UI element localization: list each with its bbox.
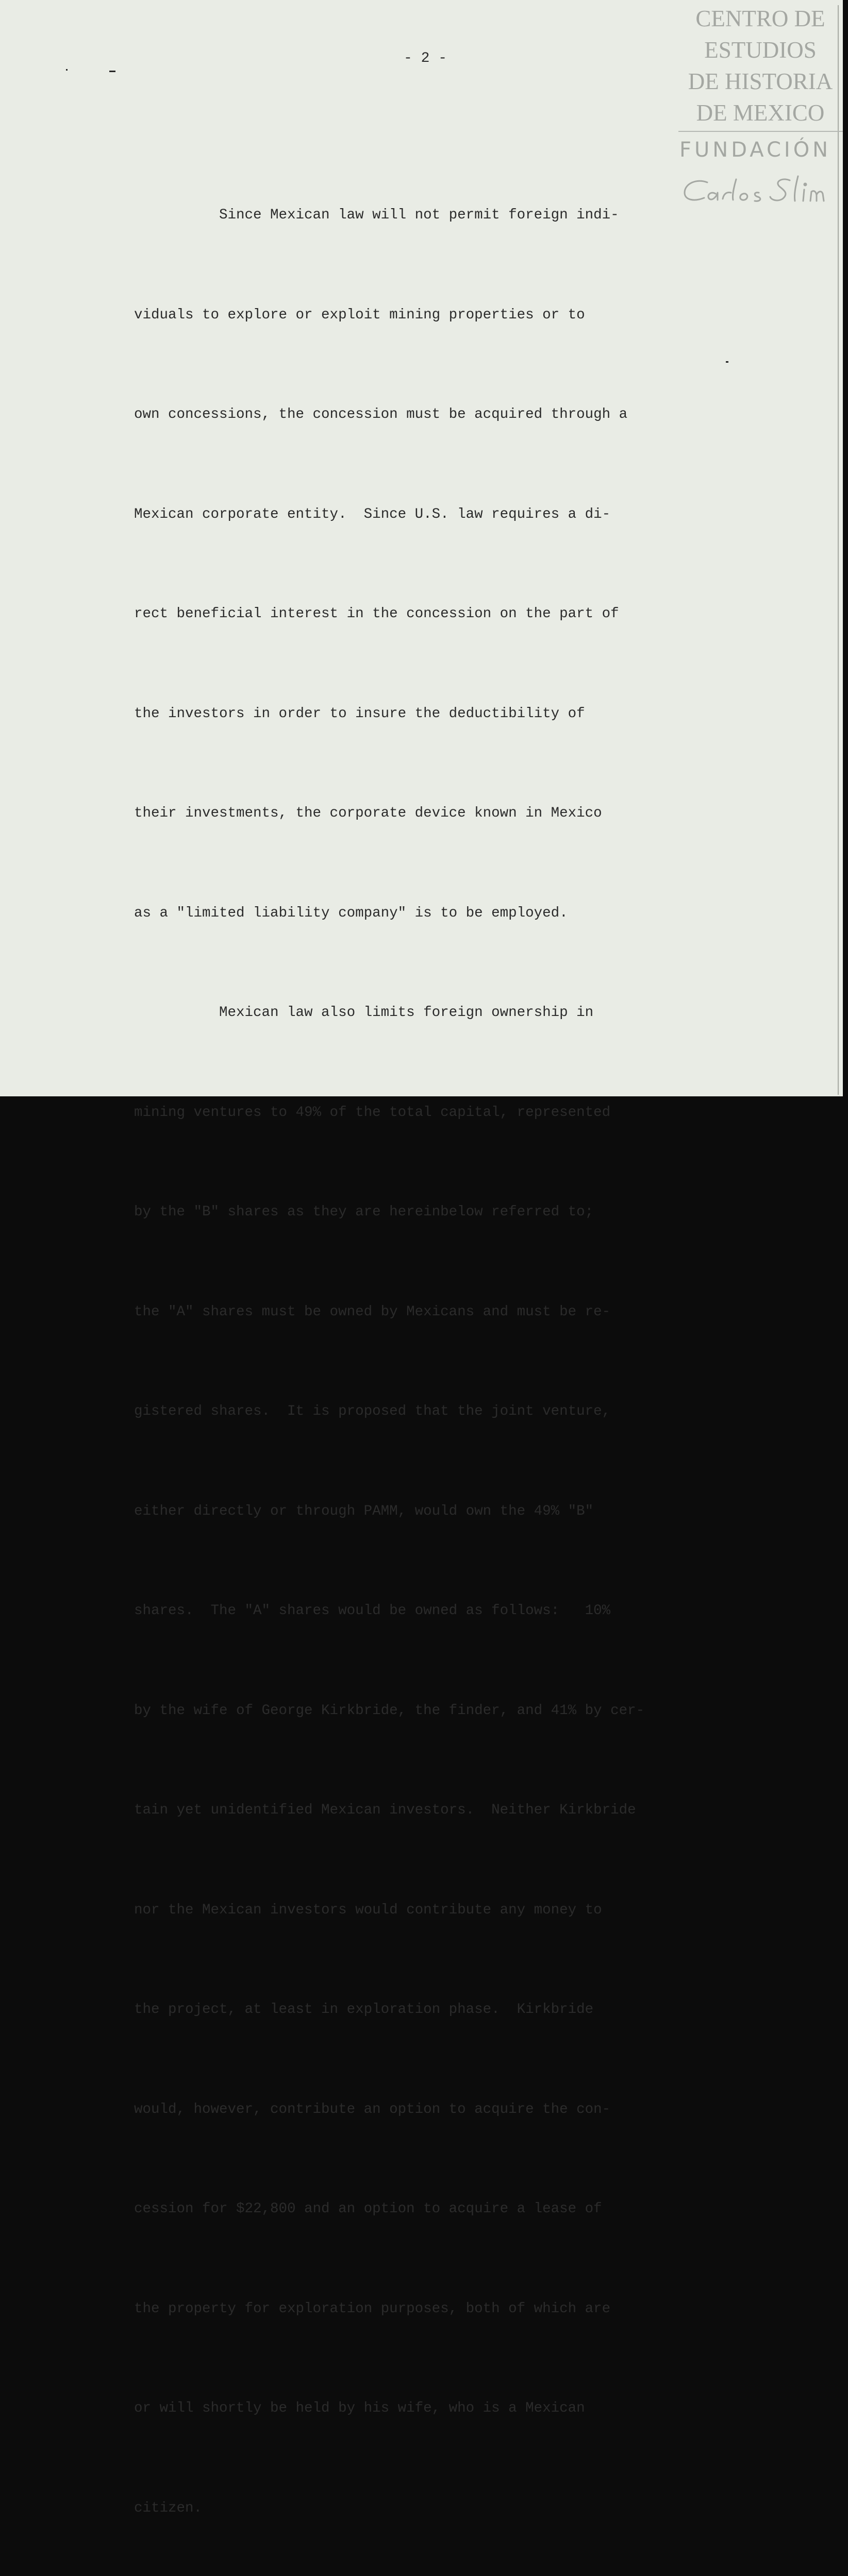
text-line: Mexican law also limits foreign ownership in [134, 1005, 594, 1021]
stamp-line: ESTUDIOS [704, 37, 817, 63]
text-line: rect beneficial interest in the concession on the part of [134, 606, 619, 622]
text-line: tain yet unidentified Mexican investors. Neither Kirkbride [134, 1802, 636, 1818]
stamp-line: DE HISTORIA [688, 69, 833, 94]
text-line: Mexican corporate entity. Since U.S. law requires a di- [134, 506, 611, 522]
page-number: - 2 - [404, 50, 447, 66]
text-line: the investors in order to insure the deductibility of [134, 705, 585, 722]
text-line: as a "limited liability company" is to be employed. [134, 905, 568, 921]
text-line: the property for exploration purposes, both of which are [134, 2300, 611, 2317]
stamp-divider [678, 131, 843, 132]
text-line: the project, at least in exploration phase. Kirkbride [134, 2002, 594, 2018]
text-line: nor the Mexican investors would contribute any money to [134, 1902, 602, 1918]
text-line: Since Mexican law will not permit foreign indi- [134, 207, 619, 223]
text-line: either directly or through PAMM, would own the 49% "B" [134, 1503, 594, 1519]
text-line: would, however, contribute an option to acquire the con- [134, 2101, 611, 2117]
stamp-foundation-label: FUNDACIÓN [679, 138, 832, 162]
text-line: shares. The "A" shares would be owned as follows: 10% [134, 1603, 611, 1619]
ink-speck [66, 69, 68, 71]
text-line: by the "B" shares as they are hereinbelow referred to; [134, 1204, 594, 1220]
typed-body-text [134, 132, 753, 2576]
ink-speck [109, 71, 115, 72]
text-line: their investments, the corporate device known in Mexico [134, 805, 602, 821]
text-line: the "A" shares must be owned by Mexicans and must be re- [134, 1303, 611, 1320]
text-line: cession for $22,800 and an option to acquire a lease of [134, 2201, 602, 2217]
text-line: citizen. [134, 2500, 203, 2516]
text-line: own concessions, the concession must be acquired through a [134, 406, 628, 422]
stamp-line: DE MEXICO [696, 100, 825, 126]
text-line: mining ventures to 49% of the total capital, represented [134, 1104, 611, 1121]
text-line: gistered shares. It is proposed that the joint venture, [134, 1403, 611, 1419]
archive-stamp [678, 3, 843, 129]
text-line: viduals to explore or exploit mining properties or to [134, 307, 585, 323]
text-line: by the wife of George Kirkbride, the finder, and 41% by cer- [134, 1702, 645, 1719]
text-line: or will shortly be held by his wife, who is a Mexican [134, 2400, 585, 2416]
stamp-line: CENTRO DE [695, 6, 825, 31]
